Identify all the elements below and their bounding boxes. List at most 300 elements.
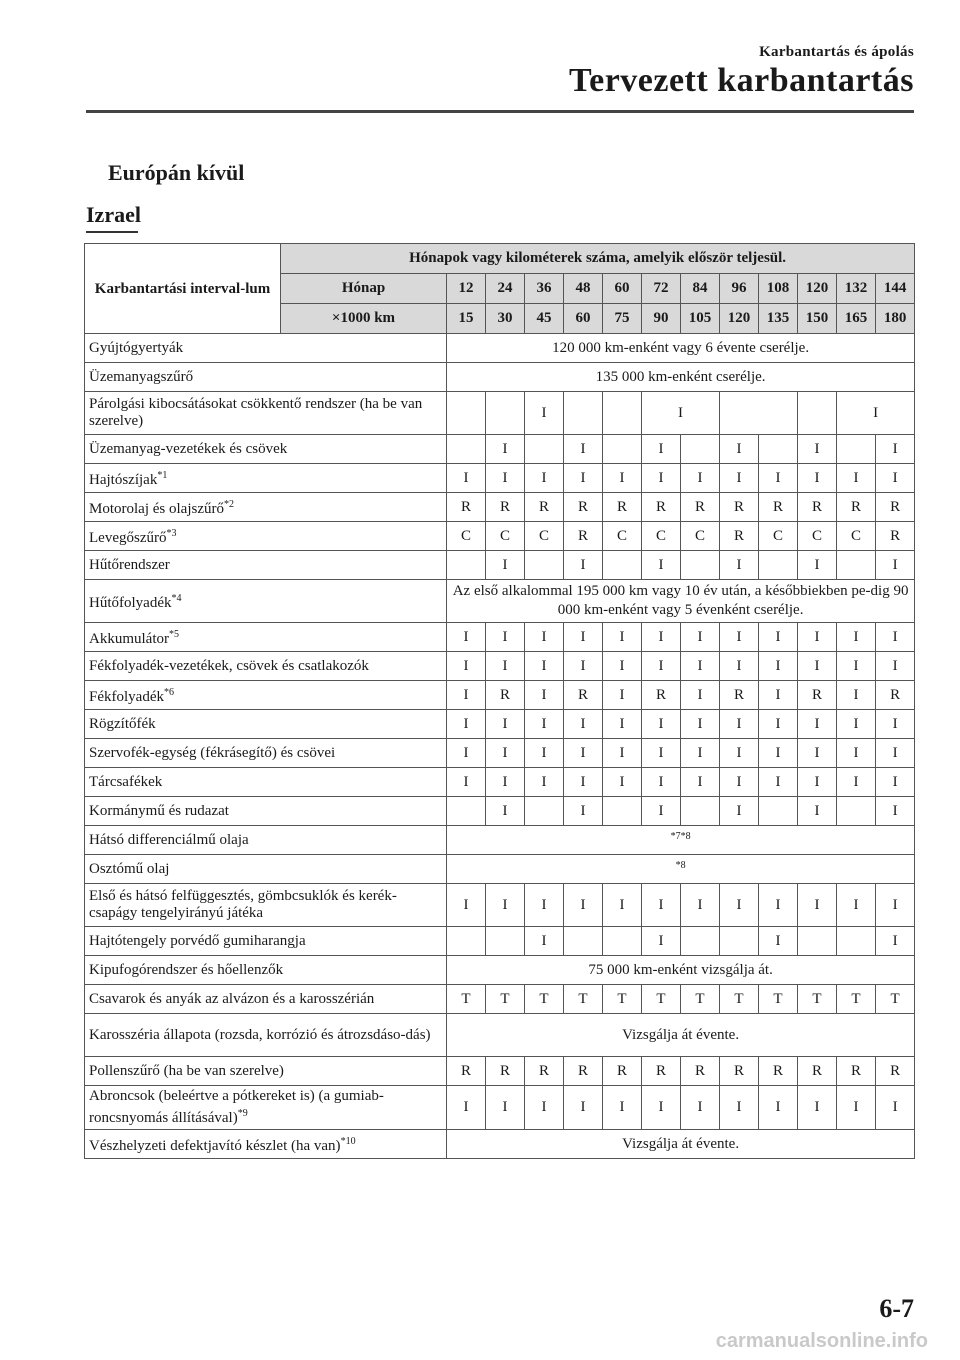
item-label: Hátsó differenciálmű olaja: [89, 831, 249, 848]
footnote-ref: *2: [223, 499, 234, 510]
schedule-cell: [564, 927, 603, 956]
table-row: [85, 739, 915, 768]
schedule-cell: I: [642, 927, 681, 956]
schedule-cell: C: [759, 522, 798, 551]
schedule-cell: I: [564, 435, 603, 464]
table-row: [85, 435, 915, 464]
item-cell: [85, 884, 447, 927]
schedule-cell: I: [837, 739, 876, 768]
schedule-cell: T: [525, 985, 564, 1014]
item-cell: [85, 855, 447, 884]
schedule-cell: [837, 797, 876, 826]
schedule-cell: I: [525, 464, 564, 493]
schedule-cell: T: [486, 985, 525, 1014]
schedule-cell: [603, 927, 642, 956]
month-value: 12: [447, 274, 486, 304]
schedule-cell: I: [603, 652, 642, 681]
schedule-cell: I: [681, 681, 720, 710]
footnote-ref: *4: [171, 593, 182, 604]
schedule-cell: T: [837, 985, 876, 1014]
schedule-cell: I: [720, 623, 759, 652]
schedule-cell: I: [447, 652, 486, 681]
item-label: Osztómű olaj: [89, 860, 170, 877]
schedule-cell: I: [642, 464, 681, 493]
item-label: Kipufogórendszer és hőellenzők: [89, 961, 284, 978]
section-header: Karbantartás és ápolás: [759, 44, 914, 60]
schedule-cell: I: [681, 1086, 720, 1130]
item-label: Tárcsafékek: [89, 773, 163, 790]
footnote-note: *8: [447, 855, 915, 884]
schedule-cell: I: [486, 768, 525, 797]
schedule-cell: I: [798, 435, 837, 464]
schedule-cell: [447, 927, 486, 956]
table-row: [85, 956, 915, 985]
table-row: [85, 985, 915, 1014]
schedule-cell: I: [486, 652, 525, 681]
month-value: 36: [525, 274, 564, 304]
schedule-cell: I: [642, 884, 681, 927]
schedule-cell: C: [681, 522, 720, 551]
item-cell: [85, 681, 447, 710]
item-label: Üzemanyag-vezetékek és csövek: [89, 440, 288, 457]
schedule-cell: R: [642, 493, 681, 522]
table-row: [85, 623, 915, 652]
schedule-cell: R: [837, 493, 876, 522]
item-label: Karosszéria állapota (rozsda, korrózió és átrozsdáso-dás): [89, 1026, 431, 1043]
month-value: 132: [837, 274, 876, 304]
schedule-cell: R: [798, 1057, 837, 1086]
schedule-body: [85, 334, 915, 1159]
schedule-cell: R: [681, 1057, 720, 1086]
footnote-ref: *5: [169, 629, 179, 640]
schedule-cell: I: [525, 392, 564, 435]
table-row: [85, 464, 915, 493]
schedule-cell: I: [681, 710, 720, 739]
header-rule: [86, 110, 914, 113]
schedule-cell: I: [642, 435, 681, 464]
schedule-cell: I: [525, 681, 564, 710]
schedule-cell: I: [603, 739, 642, 768]
km-value: 105: [681, 304, 720, 334]
item-label: Első és hátsó felfüggesztés, gömbcsuklók és kerék-csapágy tengelyirányú játéka: [89, 888, 397, 921]
schedule-cell: R: [486, 1057, 525, 1086]
schedule-cell: C: [642, 522, 681, 551]
schedule-cell: I: [564, 652, 603, 681]
schedule-cell: [837, 927, 876, 956]
item-label: Hűtőfolyadék: [89, 595, 172, 611]
schedule-cell: I: [720, 464, 759, 493]
page-number: 6-7: [879, 1294, 914, 1323]
schedule-cell: [720, 392, 798, 435]
schedule-cell: I: [759, 623, 798, 652]
schedule-cell: I: [720, 435, 759, 464]
schedule-cell: I: [642, 551, 681, 580]
footnote-ref: *9: [237, 1108, 248, 1119]
schedule-cell: [447, 435, 486, 464]
schedule-cell: I: [525, 884, 564, 927]
interval-note: Az első alkalommal 195 000 km vagy 10 év után, a későbbiekben pe-dig 90 000 km-enként vagy 5 évenként cserélje.: [447, 580, 915, 623]
item-cell: [85, 522, 447, 551]
schedule-cell: I: [837, 623, 876, 652]
schedule-cell: T: [603, 985, 642, 1014]
schedule-cell: [681, 551, 720, 580]
schedule-cell: R: [720, 1057, 759, 1086]
km-value: 120: [720, 304, 759, 334]
schedule-cell: I: [837, 464, 876, 493]
schedule-cell: T: [759, 985, 798, 1014]
table-row: [85, 493, 915, 522]
item-cell: [85, 739, 447, 768]
schedule-cell: R: [525, 493, 564, 522]
schedule-cell: T: [564, 985, 603, 1014]
schedule-cell: I: [837, 768, 876, 797]
table-row: [85, 551, 915, 580]
table-row: [85, 710, 915, 739]
item-cell: [85, 464, 447, 493]
schedule-cell: I: [720, 551, 759, 580]
item-cell: [85, 392, 447, 435]
schedule-cell: T: [447, 985, 486, 1014]
schedule-cell: T: [876, 985, 915, 1014]
footnote-note: *7*8: [447, 826, 915, 855]
table-row: [85, 363, 915, 392]
schedule-cell: I: [798, 884, 837, 927]
table-row: [85, 681, 915, 710]
schedule-cell: R: [603, 1057, 642, 1086]
schedule-cell: I: [759, 1086, 798, 1130]
schedule-cell: I: [447, 623, 486, 652]
schedule-cell: I: [759, 464, 798, 493]
item-label: Hajtótengely porvédő gumiharangja: [89, 932, 306, 949]
schedule-cell: I: [837, 392, 915, 435]
schedule-cell: [486, 392, 525, 435]
schedule-cell: [603, 435, 642, 464]
schedule-cell: [759, 551, 798, 580]
footnote-ref: *3: [166, 528, 177, 539]
schedule-cell: I: [603, 884, 642, 927]
item-label: Vészhelyzeti defektjavító készlet (ha van): [89, 1138, 341, 1154]
month-value: 144: [876, 274, 915, 304]
schedule-cell: R: [525, 1057, 564, 1086]
schedule-cell: [603, 797, 642, 826]
item-cell: [85, 493, 447, 522]
schedule-cell: R: [720, 493, 759, 522]
schedule-cell: I: [564, 1086, 603, 1130]
schedule-cell: I: [720, 768, 759, 797]
month-value: 60: [603, 274, 642, 304]
schedule-cell: I: [642, 1086, 681, 1130]
schedule-cell: I: [798, 551, 837, 580]
schedule-cell: I: [720, 1086, 759, 1130]
item-cell: [85, 797, 447, 826]
schedule-cell: I: [837, 681, 876, 710]
item-label: Pollenszűrő (ha be van szerelve): [89, 1062, 284, 1079]
table-row: [85, 1014, 915, 1057]
item-cell: [85, 1130, 447, 1159]
table-row: [85, 826, 915, 855]
schedule-cell: R: [876, 493, 915, 522]
item-label: Üzemanyagszűrő: [89, 368, 194, 385]
schedule-cell: I: [798, 739, 837, 768]
item-label: Motorolaj és olajszűrő: [89, 501, 224, 517]
schedule-cell: I: [564, 884, 603, 927]
schedule-cell: C: [525, 522, 564, 551]
item-cell: [85, 927, 447, 956]
schedule-cell: I: [642, 623, 681, 652]
schedule-cell: [759, 797, 798, 826]
schedule-cell: I: [876, 1086, 915, 1130]
schedule-cell: I: [642, 739, 681, 768]
schedule-cell: [603, 392, 642, 435]
item-label: Kormánymű és rudazat: [89, 802, 229, 819]
schedule-cell: [603, 551, 642, 580]
schedule-cell: [798, 927, 837, 956]
schedule-cell: I: [486, 435, 525, 464]
schedule-cell: [798, 392, 837, 435]
schedule-cell: T: [681, 985, 720, 1014]
page-title: Tervezett karbantartás: [569, 62, 914, 99]
schedule-cell: I: [486, 797, 525, 826]
table-row: [85, 1086, 915, 1130]
schedule-cell: [525, 551, 564, 580]
schedule-cell: R: [876, 681, 915, 710]
table-row: [85, 522, 915, 551]
schedule-cell: R: [564, 1057, 603, 1086]
schedule-cell: I: [486, 739, 525, 768]
item-label: Hajtószíjak: [89, 472, 158, 488]
schedule-cell: I: [837, 710, 876, 739]
schedule-cell: R: [642, 1057, 681, 1086]
schedule-cell: [720, 927, 759, 956]
schedule-cell: I: [876, 464, 915, 493]
schedule-cell: I: [486, 623, 525, 652]
item-label: Abroncsok (beleértve a pótkereket is) (a gumiab-roncsnyomás állításával): [89, 1088, 384, 1126]
schedule-cell: I: [681, 739, 720, 768]
interval-note: 135 000 km-enként cserélje.: [447, 363, 915, 392]
schedule-cell: R: [564, 681, 603, 710]
item-cell: [85, 652, 447, 681]
schedule-cell: I: [642, 392, 720, 435]
schedule-cell: C: [486, 522, 525, 551]
schedule-cell: I: [447, 884, 486, 927]
schedule-cell: I: [759, 739, 798, 768]
schedule-cell: I: [525, 739, 564, 768]
item-cell: [85, 985, 447, 1014]
schedule-cell: I: [486, 464, 525, 493]
schedule-cell: I: [720, 739, 759, 768]
schedule-cell: I: [837, 884, 876, 927]
table-row: [85, 1130, 915, 1159]
schedule-cell: R: [759, 1057, 798, 1086]
schedule-cell: R: [642, 681, 681, 710]
schedule-cell: I: [759, 681, 798, 710]
schedule-cell: R: [798, 681, 837, 710]
region-heading: Izrael: [86, 202, 141, 227]
schedule-cell: I: [447, 1086, 486, 1130]
schedule-cell: I: [642, 710, 681, 739]
table-row: [85, 392, 915, 435]
schedule-cell: I: [603, 1086, 642, 1130]
schedule-cell: I: [447, 710, 486, 739]
schedule-cell: I: [603, 710, 642, 739]
schedule-cell: [564, 392, 603, 435]
watermark: carmanualsonline.info: [715, 1330, 928, 1352]
schedule-cell: R: [837, 1057, 876, 1086]
schedule-cell: [486, 927, 525, 956]
schedule-cell: I: [876, 768, 915, 797]
item-label: Csavarok és anyák az alvázon és a karosszérián: [89, 990, 375, 1007]
schedule-cell: I: [603, 623, 642, 652]
schedule-cell: I: [525, 768, 564, 797]
schedule-cell: R: [759, 493, 798, 522]
interval-note: 75 000 km-enként vizsgálja át.: [447, 956, 915, 985]
month-value: 96: [720, 274, 759, 304]
schedule-cell: I: [681, 464, 720, 493]
schedule-cell: T: [720, 985, 759, 1014]
km-value: 165: [837, 304, 876, 334]
schedule-cell: I: [681, 623, 720, 652]
schedule-cell: [837, 435, 876, 464]
schedule-cell: [681, 927, 720, 956]
schedule-cell: C: [447, 522, 486, 551]
schedule-cell: I: [837, 1086, 876, 1130]
schedule-cell: R: [486, 681, 525, 710]
schedule-cell: T: [642, 985, 681, 1014]
schedule-cell: I: [681, 652, 720, 681]
item-cell: [85, 580, 447, 623]
schedule-cell: I: [798, 623, 837, 652]
schedule-cell: I: [837, 652, 876, 681]
schedule-cell: I: [798, 710, 837, 739]
table-row: [85, 652, 915, 681]
schedule-cell: I: [876, 884, 915, 927]
table-row: [85, 580, 915, 623]
month-value: 48: [564, 274, 603, 304]
km-value: 75: [603, 304, 642, 334]
schedule-cell: I: [486, 884, 525, 927]
table-row: [85, 884, 915, 927]
schedule-cell: [447, 392, 486, 435]
month-value: 84: [681, 274, 720, 304]
schedule-cell: I: [564, 551, 603, 580]
item-cell: [85, 826, 447, 855]
month-value: 120: [798, 274, 837, 304]
km-value: 30: [486, 304, 525, 334]
interval-note: Vizsgálja át évente.: [447, 1014, 915, 1057]
schedule-cell: [525, 435, 564, 464]
table-row: [85, 768, 915, 797]
schedule-cell: R: [603, 493, 642, 522]
month-label: Hónap: [281, 274, 447, 304]
schedule-cell: R: [486, 493, 525, 522]
schedule-cell: R: [876, 522, 915, 551]
item-cell: [85, 768, 447, 797]
item-cell: [85, 1086, 447, 1130]
schedule-cell: I: [681, 768, 720, 797]
schedule-cell: I: [447, 768, 486, 797]
schedule-cell: I: [876, 739, 915, 768]
schedule-cell: I: [720, 710, 759, 739]
item-label: Hűtőrendszer: [89, 556, 170, 573]
month-value: 108: [759, 274, 798, 304]
item-cell: [85, 551, 447, 580]
schedule-cell: C: [798, 522, 837, 551]
item-label: Levegőszűrő: [89, 530, 167, 546]
schedule-cell: I: [525, 623, 564, 652]
schedule-cell: I: [525, 710, 564, 739]
footnote-ref: *6: [163, 687, 174, 698]
schedule-cell: I: [447, 464, 486, 493]
item-cell: [85, 956, 447, 985]
schedule-cell: I: [759, 710, 798, 739]
schedule-cell: I: [525, 652, 564, 681]
schedule-cell: I: [486, 710, 525, 739]
item-cell: [85, 1014, 447, 1057]
schedule-cell: [525, 797, 564, 826]
table-row: [85, 334, 915, 363]
schedule-cell: I: [876, 710, 915, 739]
km-value: 45: [525, 304, 564, 334]
item-label: Párolgási kibocsátásokat csökkentő rendszer (ha be van szerelve): [89, 396, 423, 429]
schedule-cell: I: [642, 652, 681, 681]
schedule-cell: R: [447, 1057, 486, 1086]
schedule-cell: I: [798, 1086, 837, 1130]
schedule-cell: I: [876, 551, 915, 580]
schedule-cell: I: [564, 768, 603, 797]
schedule-cell: [447, 551, 486, 580]
schedule-cell: I: [876, 927, 915, 956]
schedule-cell: I: [603, 464, 642, 493]
schedule-cell: [447, 797, 486, 826]
km-value: 90: [642, 304, 681, 334]
schedule-cell: I: [798, 797, 837, 826]
item-label: Fékfolyadék-vezetékek, csövek és csatlakozók: [89, 657, 369, 674]
schedule-cell: I: [642, 768, 681, 797]
footnote-ref: *1: [157, 470, 168, 481]
table-row: [85, 797, 915, 826]
schedule-cell: I: [798, 464, 837, 493]
km-value: 15: [447, 304, 486, 334]
schedule-cell: I: [681, 884, 720, 927]
schedule-cell: I: [603, 681, 642, 710]
schedule-cell: I: [486, 551, 525, 580]
interval-header: Karbantartási interval-lum: [85, 244, 281, 334]
schedule-cell: I: [525, 927, 564, 956]
schedule-cell: [837, 551, 876, 580]
km-label: ×1000 km: [281, 304, 447, 334]
schedule-cell: I: [876, 652, 915, 681]
schedule-cell: I: [759, 927, 798, 956]
schedule-cell: I: [486, 1086, 525, 1130]
km-value: 180: [876, 304, 915, 334]
period-note-header: Hónapok vagy kilométerek száma, amelyik először teljesül.: [281, 244, 915, 274]
table-row: [85, 1057, 915, 1086]
schedule-cell: I: [564, 797, 603, 826]
schedule-cell: C: [837, 522, 876, 551]
schedule-cell: I: [447, 739, 486, 768]
item-cell: [85, 334, 447, 363]
schedule-cell: I: [720, 797, 759, 826]
interval-note: Vizsgálja át évente.: [447, 1130, 915, 1159]
km-value: 150: [798, 304, 837, 334]
subtitle: Európán kívül: [108, 160, 245, 185]
schedule-cell: I: [759, 652, 798, 681]
schedule-cell: I: [798, 768, 837, 797]
schedule-cell: I: [642, 797, 681, 826]
schedule-cell: R: [720, 681, 759, 710]
schedule-cell: R: [681, 493, 720, 522]
schedule-cell: C: [603, 522, 642, 551]
